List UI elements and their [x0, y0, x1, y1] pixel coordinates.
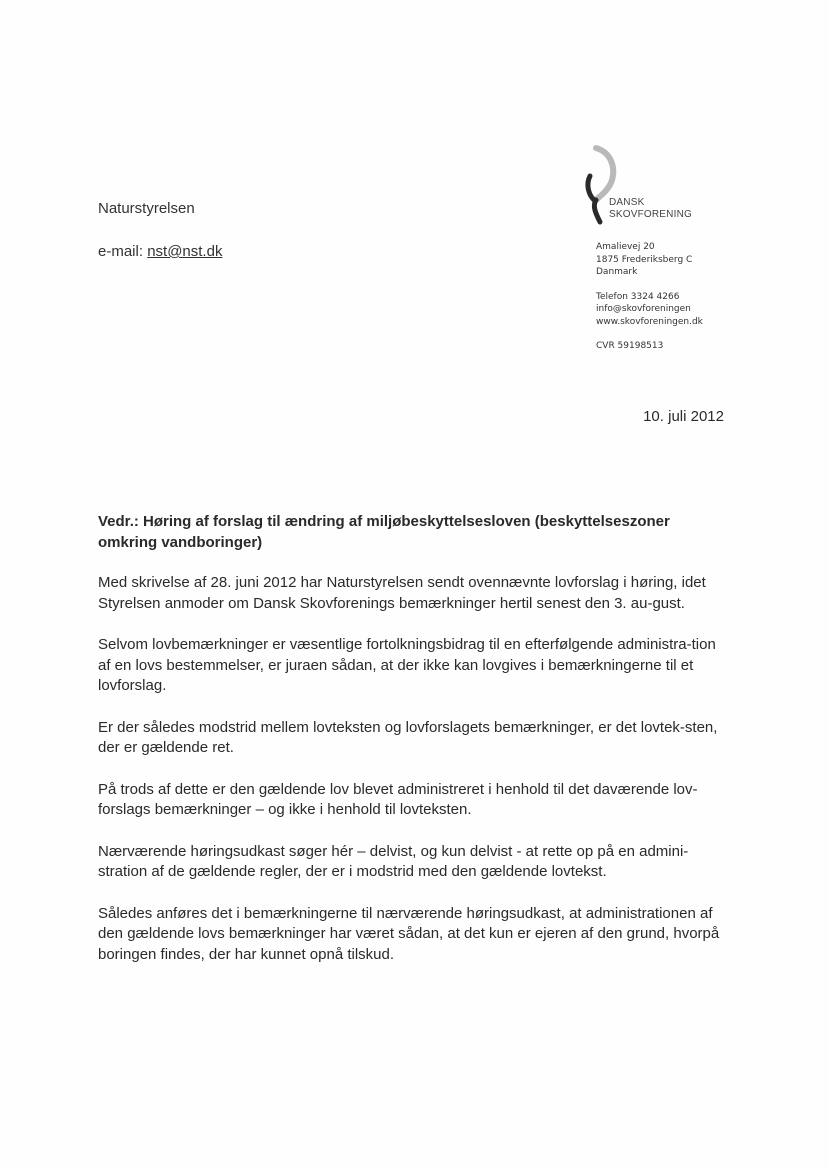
letter-body [98, 512, 726, 986]
email-label: e-mail: [98, 243, 148, 260]
subject-line: Vedr.: Høring af forslag til ændring af miljøbeskyttelsesloven (beskyttelseszoner omkring vandboringer) [98, 513, 670, 551]
logo-line-2: SKOVFORENING [609, 209, 692, 220]
sender-cvr: CVR 59198513 [596, 341, 664, 351]
sender-email: info@skovforeningen [596, 304, 691, 314]
body-paragraph: Således anføres det i bemærkningerne til nærværende høringsudkast, at administrationen af den gældende lovs bemærkninger har været sådan, at det kun er ejeren af den grund, hvorpå boringen findes, der har kunnet opnå tilskud. [98, 904, 720, 963]
sender-city: 1875 Frederiksberg C [596, 254, 693, 265]
dansk-skovforening-logo [582, 144, 722, 228]
sender-street: Amalievej 20 [596, 242, 655, 252]
body-paragraph: Er der således modstrid mellem lovteksten og lovforslagets bemærkninger, er det lovtek-sten, der er gældende ret. [98, 718, 718, 756]
sender-country: Danmark [596, 267, 638, 277]
body-paragraph: På trods af dette er den gældende lov blevet administreret i henhold til det daværende lov-forslags bemærkninger – og ikke i henhold til lovteksten. [98, 780, 698, 818]
sender-web: www.skovforeningen.dk [596, 316, 703, 327]
letter-date: 10. juli 2012 [643, 408, 724, 425]
body-paragraph: Selvom lovbemærkninger er væsentlige fortolkningsbidrag til en efterfølgende administra-tion af en lovs bestemmelser, er juraen sådan, at der ikke kan lovgives i bemærkningerne til et lovforslag. [98, 636, 716, 694]
sender-address-block [596, 241, 703, 353]
body-paragraph: Med skrivelse af 28. juni 2012 har Naturstyrelsen sendt ovennævnte lovforslag i høring, idet Styrelsen anmoder om Dansk Skovforenings bemærkninger hertil senest den 3. au-gust. [98, 574, 706, 612]
body-paragraph: Nærværende høringsudkast søger hér – delvist, og kun delvist - at rette op på en admini-stration af de gældende regler, der er i modstrid med den gældende lovtekst. [98, 842, 689, 880]
logo-line-1: DANSK [609, 197, 645, 208]
recipient-email-line [98, 243, 222, 260]
sender-phone: Telefon 3324 4266 [596, 291, 680, 302]
recipient-email-link[interactable]: nst@nst.dk [147, 243, 223, 260]
recipient-name: Naturstyrelsen [98, 200, 195, 217]
logo-wordmark [609, 197, 692, 221]
